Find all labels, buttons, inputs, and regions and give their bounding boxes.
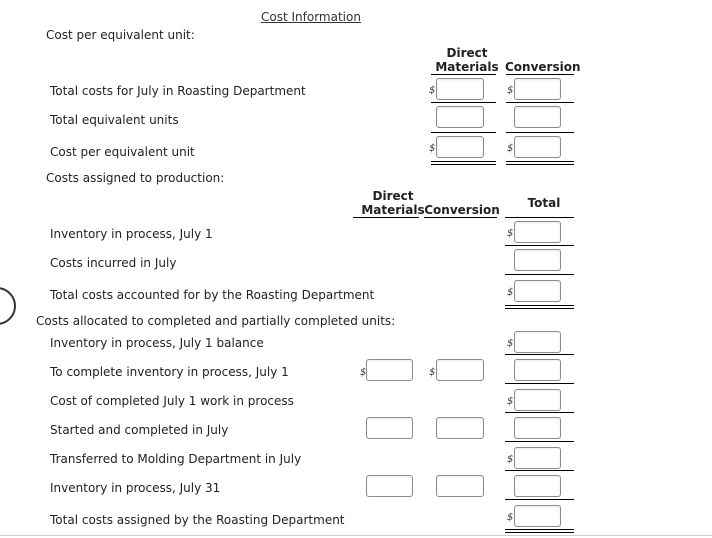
double-rule: [431, 161, 496, 165]
row-rule: [505, 354, 574, 355]
total-inventory-july-31-input[interactable]: [514, 475, 561, 497]
row-label-total-costs-assigned: Total costs assigned by the Roasting Department: [50, 513, 345, 527]
col-header-direct-materials-2: [356, 189, 430, 217]
dm-started-completed-input[interactable]: [366, 417, 413, 439]
col-header-materials: Materials: [435, 60, 499, 74]
header-underline: [506, 74, 574, 75]
conv-equivalent-units-input[interactable]: [514, 106, 561, 128]
col-header-conversion: Conversion: [505, 60, 581, 74]
row-rule: [505, 412, 574, 413]
dollar-sign: $: [507, 228, 514, 239]
total-transferred-input[interactable]: [514, 447, 561, 469]
header-underline: [424, 217, 497, 218]
dollar-sign: $: [507, 85, 514, 96]
conv-to-complete-input[interactable]: [436, 359, 484, 381]
double-rule: [506, 161, 574, 165]
total-costs-incurred-input[interactable]: [514, 249, 561, 271]
dm-total-costs-input[interactable]: [436, 78, 484, 100]
row-rule: [431, 102, 496, 103]
dollar-sign: $: [429, 367, 436, 378]
dollar-sign: $: [429, 143, 436, 154]
row-label-total-equivalent-units: Total equivalent units: [50, 113, 179, 127]
row-rule: [505, 470, 574, 471]
row-label-cost-per-equivalent-unit: Cost per equivalent unit: [50, 145, 195, 159]
costs-assigned-heading: Costs assigned to production:: [46, 171, 225, 185]
total-cost-completed-input[interactable]: [514, 389, 561, 411]
dollar-sign: $: [507, 396, 514, 407]
total-inventory-july-1-input[interactable]: [514, 221, 561, 243]
row-label-transferred-molding: Transferred to Molding Department in July: [50, 452, 302, 466]
dm-to-complete-input[interactable]: [366, 359, 413, 381]
row-label-total-costs-july: Total costs for July in Roasting Department: [50, 84, 306, 98]
row-rule: [505, 383, 574, 384]
double-rule: [505, 305, 574, 309]
page-bottom-divider: [0, 535, 712, 536]
dollar-sign: $: [507, 143, 514, 154]
row-label-inventory-july-1: Inventory in process, July 1: [50, 227, 213, 241]
conv-total-costs-input[interactable]: [514, 78, 561, 100]
row-label-inventory-july-1-balance: Inventory in process, July 1 balance: [50, 336, 264, 350]
row-rule: [505, 441, 574, 442]
double-rule: [505, 529, 574, 533]
costs-allocated-heading: Costs allocated to completed and partially completed units:: [36, 314, 396, 328]
dm-equivalent-units-input[interactable]: [436, 106, 484, 128]
row-label-to-complete-inventory: To complete inventory in process, July 1: [50, 365, 289, 379]
col-header-direct: Direct: [372, 189, 414, 203]
conv-started-completed-input[interactable]: [436, 417, 484, 439]
row-rule: [505, 499, 574, 500]
total-costs-accounted-input[interactable]: [514, 280, 561, 302]
header-underline: [431, 74, 496, 75]
row-rule: [506, 132, 574, 133]
col-header-direct: Direct: [446, 46, 488, 60]
conv-inventory-july-31-input[interactable]: [436, 475, 484, 497]
row-rule: [505, 245, 574, 246]
conv-cost-per-unit-input[interactable]: [514, 136, 561, 158]
side-panel-toggle[interactable]: [0, 287, 16, 325]
total-inventory-balance-input[interactable]: [514, 331, 561, 353]
dm-cost-per-unit-input[interactable]: [436, 136, 484, 158]
row-rule: [505, 274, 574, 275]
cost-per-equivalent-unit-heading: Cost per equivalent unit:: [46, 28, 195, 42]
dollar-sign: $: [429, 85, 436, 96]
row-rule: [431, 132, 496, 133]
dollar-sign: $: [507, 287, 514, 298]
header-underline: [353, 217, 419, 218]
total-to-complete-input[interactable]: [514, 359, 561, 381]
cost-information-link[interactable]: Cost Information: [261, 10, 361, 24]
total-costs-assigned-input[interactable]: [514, 505, 561, 527]
dollar-sign: $: [360, 367, 367, 378]
dollar-sign: $: [507, 512, 514, 523]
col-header-total: Total: [527, 196, 561, 210]
col-header-conversion-2: Conversion: [424, 203, 500, 217]
row-rule: [506, 102, 574, 103]
dollar-sign: $: [507, 454, 514, 465]
dm-inventory-july-31-input[interactable]: [366, 475, 413, 497]
row-label-started-completed: Started and completed in July: [50, 423, 229, 437]
header-underline: [505, 217, 574, 218]
dollar-sign: $: [507, 338, 514, 349]
total-started-completed-input[interactable]: [514, 417, 561, 439]
row-label-inventory-july-31: Inventory in process, July 31: [50, 481, 221, 495]
row-label-costs-incurred-july: Costs incurred in July: [50, 256, 177, 270]
row-label-cost-completed-work: Cost of completed July 1 work in process: [50, 394, 294, 408]
col-header-direct-materials: [430, 46, 504, 74]
col-header-materials: Materials: [361, 203, 425, 217]
row-label-total-costs-accounted: Total costs accounted for by the Roasting Department: [50, 288, 375, 302]
